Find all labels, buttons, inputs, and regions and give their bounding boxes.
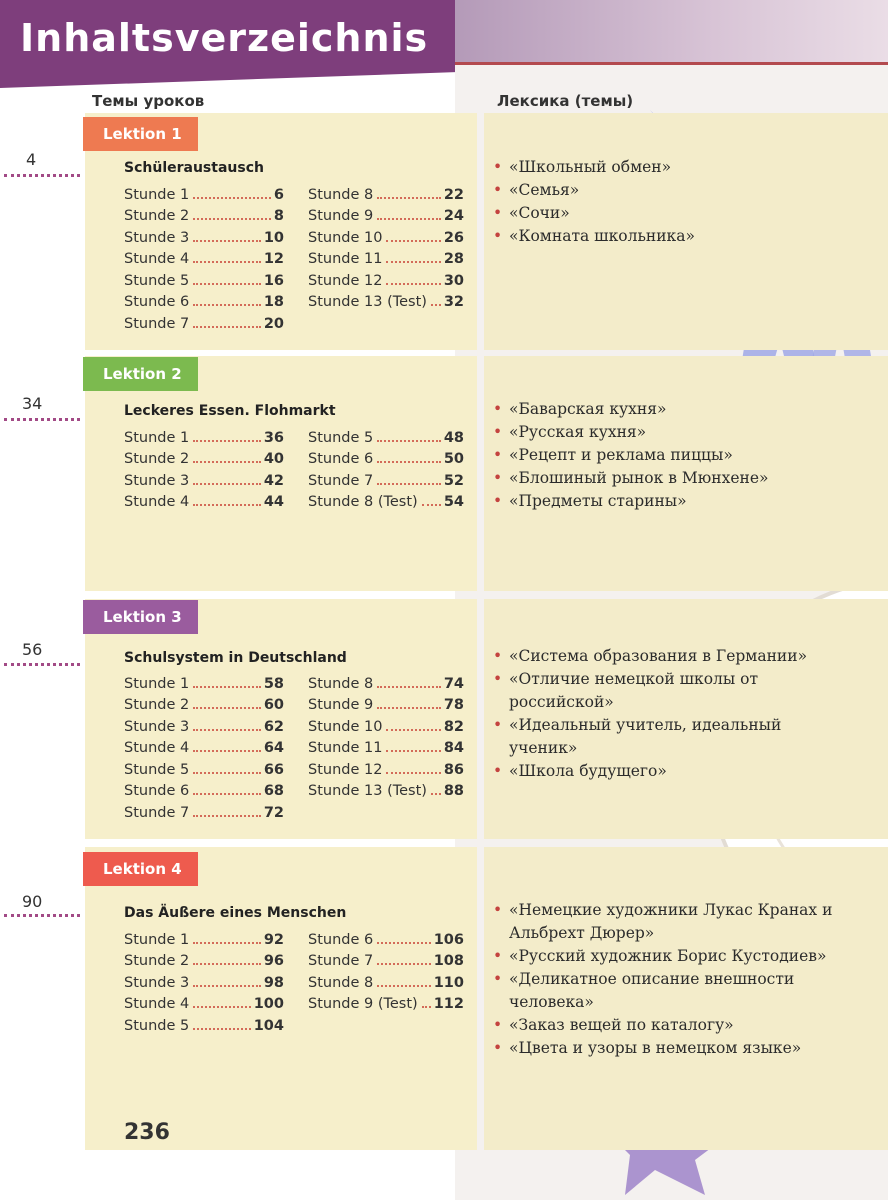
- lektion-3-topic: Schulsystem in Deutschland: [124, 650, 347, 666]
- lesson-entry[interactable]: Stunde 1 36: [124, 430, 284, 446]
- lektion-2-vocab-list: [493, 398, 833, 513]
- list-item: • «Предметы старины»: [493, 492, 687, 510]
- lektion-4-tab[interactable]: Lektion 4: [83, 852, 198, 886]
- list-item: • «Русский художник Борис Кустодиев»: [493, 947, 827, 965]
- list-item: • «Отличие немецкой школы от российской»: [493, 670, 759, 711]
- lesson-entry[interactable]: Stunde 7 52: [308, 473, 464, 489]
- lesson-entry[interactable]: Stunde 8 74: [308, 676, 464, 692]
- lesson-entry[interactable]: Stunde 9 78: [308, 697, 464, 713]
- lesson-entry[interactable]: Stunde 13 (Test) 32: [308, 294, 464, 310]
- lesson-entry[interactable]: Stunde 11 28: [308, 251, 464, 267]
- lesson-entry[interactable]: Stunde 2 60: [124, 697, 284, 713]
- column-heading-vocabulary: Лексика (темы): [497, 92, 634, 110]
- lesson-entry[interactable]: Stunde 13 (Test) 88: [308, 783, 464, 799]
- page-leader-dots: [4, 663, 80, 666]
- list-item: • «Блошиный рынок в Мюнхене»: [493, 469, 769, 487]
- lesson-entry[interactable]: Stunde 1 92: [124, 932, 284, 948]
- list-item: • «Рецепт и реклама пиццы»: [493, 446, 733, 464]
- lektion-3-vocab-list: [493, 645, 833, 783]
- lesson-entry[interactable]: Stunde 8 22: [308, 187, 464, 203]
- lektion-1-tab[interactable]: Lektion 1: [83, 117, 198, 151]
- page-leader-dots: [4, 174, 80, 177]
- lektion-2-tab[interactable]: Lektion 2: [83, 357, 198, 391]
- lesson-entry[interactable]: Stunde 7 20: [124, 316, 284, 332]
- lesson-entry[interactable]: Stunde 9 24: [308, 208, 464, 224]
- lesson-entry[interactable]: Stunde 3 98: [124, 975, 284, 991]
- divider: [455, 62, 888, 65]
- lesson-entry[interactable]: Stunde 6 68: [124, 783, 284, 799]
- list-item: • «Немецкие художники Лукас Кранах и Альбрехт Дюрер»: [493, 901, 833, 942]
- lesson-entry[interactable]: Stunde 3 62: [124, 719, 284, 735]
- lektion-2-topic: Leckeres Essen. Flohmarkt: [124, 403, 336, 419]
- lesson-entry[interactable]: Stunde 4 64: [124, 740, 284, 756]
- lesson-entry[interactable]: Stunde 5 48: [308, 430, 464, 446]
- lesson-entry[interactable]: Stunde 10 82: [308, 719, 464, 735]
- lesson-entry[interactable]: Stunde 11 84: [308, 740, 464, 756]
- lektion-1-start-page: 4: [26, 150, 37, 169]
- lektion-4-start-page: 90: [22, 892, 43, 911]
- lesson-entry[interactable]: Stunde 3 42: [124, 473, 284, 489]
- lektion-3-start-page: 56: [22, 640, 43, 659]
- lektion-1-vocab-list: [493, 156, 833, 248]
- lesson-entry[interactable]: Stunde 12 30: [308, 273, 464, 289]
- list-item: • «Комната школьника»: [493, 227, 695, 245]
- column-heading-topics: Темы уроков: [92, 92, 205, 110]
- list-item: • «Идеальный учитель, идеальный ученик»: [493, 716, 782, 757]
- lesson-entry[interactable]: Stunde 8 (Test) 54: [308, 494, 464, 510]
- lesson-entry[interactable]: Stunde 4 12: [124, 251, 284, 267]
- lesson-entry[interactable]: Stunde 1 6: [124, 187, 284, 203]
- lesson-entry[interactable]: Stunde 2 8: [124, 208, 284, 224]
- list-item: • «Баварская кухня»: [493, 400, 667, 418]
- list-item: • «Деликатное описание внешности человека»: [493, 970, 795, 1011]
- lesson-entry[interactable]: Stunde 2 96: [124, 953, 284, 969]
- lesson-entry[interactable]: Stunde 8 110: [308, 975, 464, 991]
- decorative-header-gradient: [455, 0, 888, 62]
- lesson-entry[interactable]: Stunde 4 44: [124, 494, 284, 510]
- page-leader-dots: [4, 914, 80, 917]
- lektion-1-topic: Schüleraustausch: [124, 160, 264, 176]
- list-item: • «Школа будущего»: [493, 762, 667, 780]
- lesson-entry[interactable]: Stunde 4 100: [124, 996, 284, 1012]
- list-item: • «Школьный обмен»: [493, 158, 672, 176]
- lektion-4-topic: Das Äußere eines Menschen: [124, 905, 347, 921]
- list-item: • «Семья»: [493, 181, 580, 199]
- lesson-entry[interactable]: Stunde 10 26: [308, 230, 464, 246]
- list-item: • «Система образования в Германии»: [493, 647, 808, 665]
- lektion-3-tab[interactable]: Lektion 3: [83, 600, 198, 634]
- lesson-entry[interactable]: Stunde 5 16: [124, 273, 284, 289]
- page-title: Inhaltsverzeichnis: [20, 16, 429, 60]
- list-item: • «Сочи»: [493, 204, 570, 222]
- page-number: 236: [124, 1120, 170, 1145]
- list-item: • «Русская кухня»: [493, 423, 647, 441]
- lesson-entry[interactable]: Stunde 2 40: [124, 451, 284, 467]
- lesson-entry[interactable]: Stunde 5 66: [124, 762, 284, 778]
- lektion-2-start-page: 34: [22, 394, 43, 413]
- lesson-entry[interactable]: Stunde 9 (Test) 112: [308, 996, 464, 1012]
- page-leader-dots: [4, 418, 80, 421]
- lesson-entry[interactable]: Stunde 5 104: [124, 1018, 284, 1034]
- lesson-entry[interactable]: Stunde 1 58: [124, 676, 284, 692]
- lektion-4-vocab-list: [493, 899, 833, 1060]
- list-item: • «Заказ вещей по каталогу»: [493, 1016, 734, 1034]
- lesson-entry[interactable]: Stunde 6 18: [124, 294, 284, 310]
- lesson-entry[interactable]: Stunde 6 106: [308, 932, 464, 948]
- lesson-entry[interactable]: Stunde 12 86: [308, 762, 464, 778]
- lesson-entry[interactable]: Stunde 7 108: [308, 953, 464, 969]
- lesson-entry[interactable]: Stunde 6 50: [308, 451, 464, 467]
- lesson-entry[interactable]: Stunde 7 72: [124, 805, 284, 821]
- lesson-entry[interactable]: Stunde 3 10: [124, 230, 284, 246]
- list-item: • «Цвета и узоры в немецком языке»: [493, 1039, 802, 1057]
